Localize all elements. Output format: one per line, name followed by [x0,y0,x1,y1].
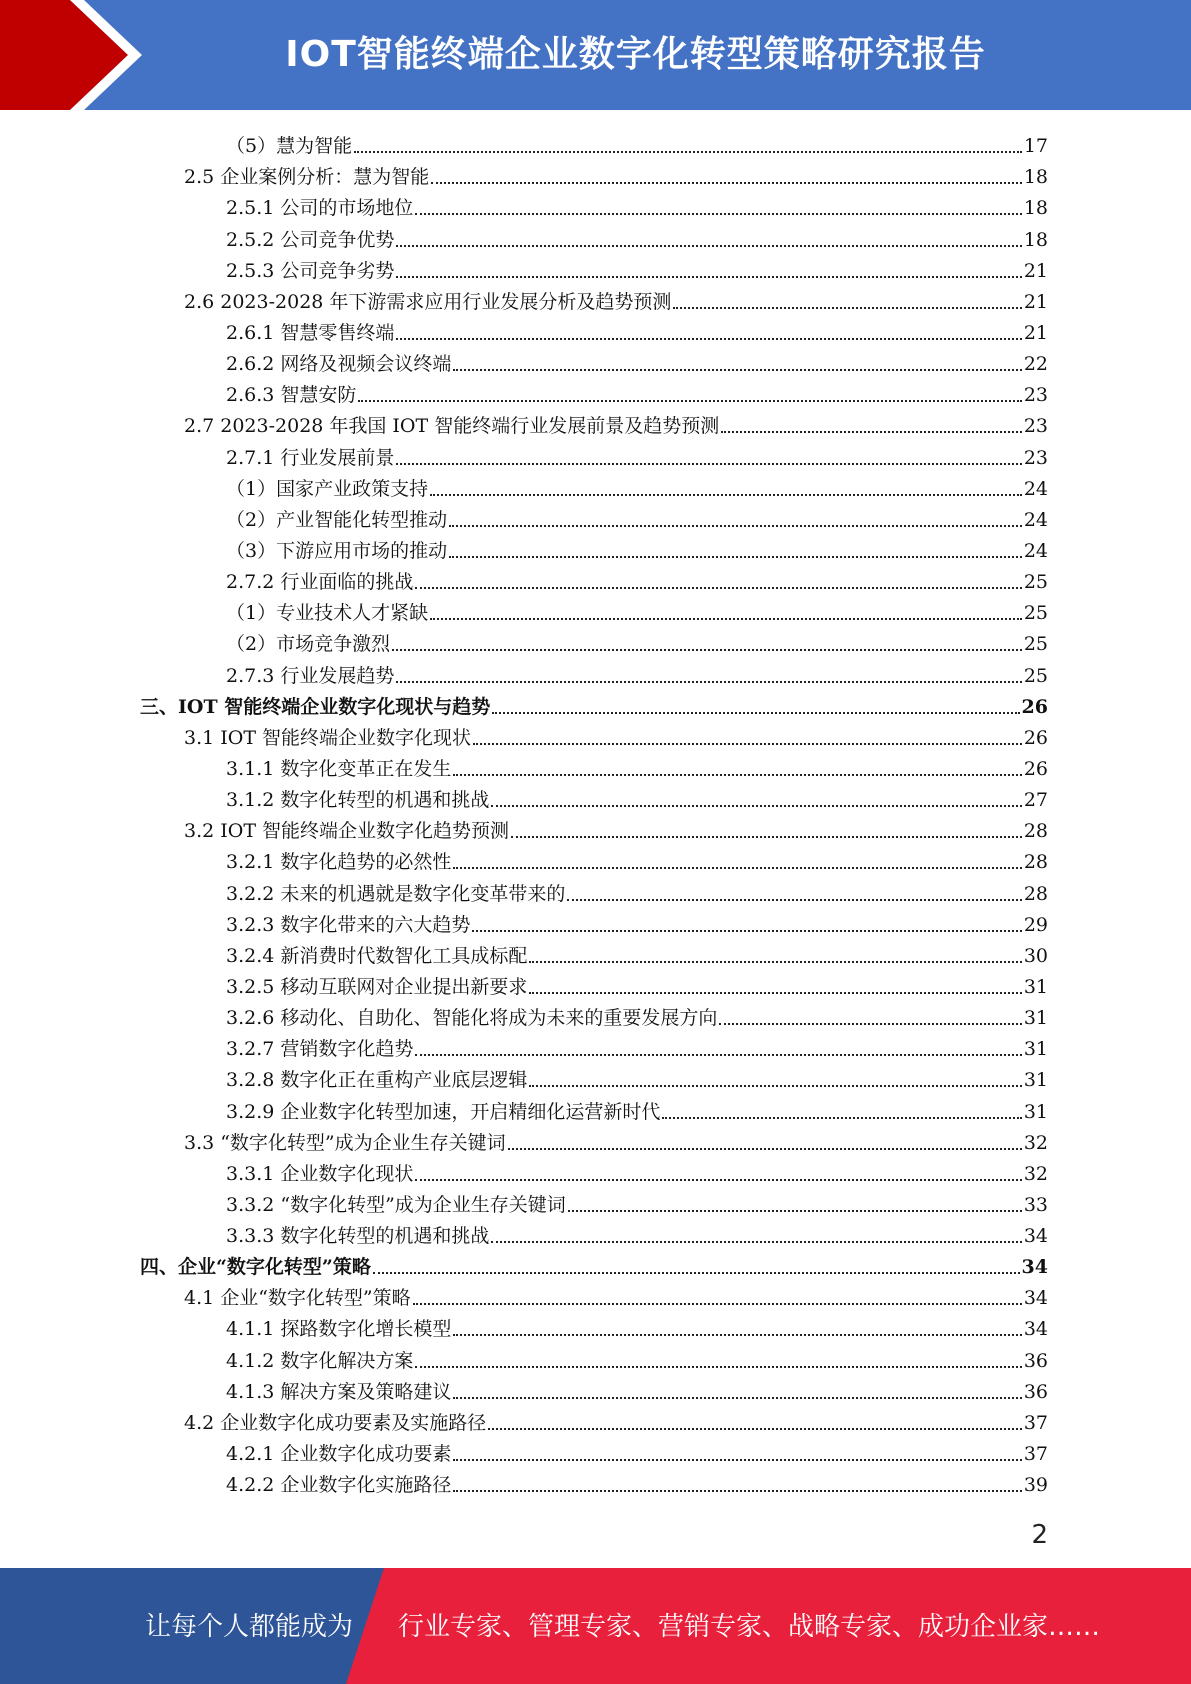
toc-dot-leader [472,930,1021,932]
toc-entry[interactable] [140,533,1048,564]
toc-dot-leader [396,276,1021,278]
toc-dot-leader [354,151,1022,153]
toc-dot-leader [453,1397,1021,1399]
toc-entry[interactable] [140,471,1048,502]
toc-entry-number: 2.6 2023-2028 [184,290,324,313]
toc-dot-leader [415,1179,1021,1181]
toc-entry-page: 31 [1023,1007,1048,1030]
toc-entry[interactable] [140,1031,1048,1062]
toc-entry-title: （1）专业技术人才紧缺 [226,602,429,625]
toc-entry[interactable] [140,221,1048,252]
toc-entry-number: 3.3 [184,1131,215,1154]
toc-entry-number: 3.1.2 [226,789,275,812]
toc-entry-title: 公司的市场地位 [280,197,414,220]
toc-entry-title: 年下游需求应用行业发展分析及趋势预测 [329,290,672,313]
toc-entry-number: 3.2 IOT [184,820,257,843]
toc-entry-number: 2.6.2 [226,353,275,376]
toc-entry-title: 移动互联网对企业提出新要求 [280,975,528,998]
toc-dot-leader [373,1272,1020,1274]
toc-dot-leader [453,1334,1021,1336]
toc-dot-leader [358,400,1021,402]
toc-entry[interactable] [140,907,1048,938]
toc-entry-title: “数字化转型”成为企业生存关键词 [280,1193,566,1216]
toc-entry-title: （1）国家产业政策支持 [226,477,429,500]
toc-entry[interactable] [140,1467,1048,1498]
toc-dot-leader [453,369,1021,371]
toc-entry-title: 公司竞争劣势 [280,259,395,282]
toc-entry-title: 企业数字化转型加速，开启精细化运营新时代 [280,1100,661,1123]
toc-entry-page: 28 [1023,851,1048,874]
toc-entry-page: 31 [1023,1038,1048,1061]
toc-entry-number: 3.2.8 [226,1069,275,1092]
toc-entry-title: 网络及视频会议终端 [280,353,452,376]
toc-dot-leader [413,1303,1022,1305]
toc-entry-number: 4.1 [184,1287,215,1310]
toc-entry[interactable] [140,1436,1048,1467]
toc-entry[interactable] [140,1249,1048,1280]
toc-entry[interactable] [140,969,1048,1000]
toc-entry-number: 2.6.3 [226,384,275,407]
toc-entry-page: 28 [1023,882,1048,905]
toc-dot-leader [415,587,1021,589]
toc-entry-page: 21 [1023,259,1048,282]
toc-entry-number: 3.2.2 [226,882,275,905]
toc-entry[interactable] [140,1405,1048,1436]
toc-entry-number: 3.3.1 [226,1162,275,1185]
toc-entry[interactable] [140,1062,1048,1093]
report-title: IOT智能终端企业数字化转型策略研究报告 [285,34,986,75]
toc-entry-title: 年我国 IOT 智能终端行业发展前景及趋势预测 [329,415,720,438]
toc-entry[interactable] [140,1125,1048,1156]
toc-dot-leader [673,307,1021,309]
toc-entry-title: 数字化转型的机遇和挑战 [280,1225,490,1248]
toc-entry-title: 企业数字化现状 [280,1162,414,1185]
toc-dot-leader [453,1459,1021,1461]
toc-entry-page: 18 [1023,197,1048,220]
toc-entry[interactable] [140,253,1048,284]
toc-entry-number: 3.2.1 [226,851,275,874]
toc-entry-title: 四、企业“数字化转型”策略 [140,1256,371,1279]
toc-entry-number: 4.2.1 [226,1443,275,1466]
toc-dot-leader [568,1210,1022,1212]
toc-dot-leader [449,556,1022,558]
toc-entry-title: （3）下游应用市场的推动 [226,539,448,562]
toc-entry-number: 3.2.5 [226,975,275,998]
toc-entry-title: 三、IOT 智能终端企业数字化现状与趋势 [140,695,491,718]
toc-entry-title: 企业数字化成功要素 [280,1443,452,1466]
toc-entry-number: 2.7 2023-2028 [184,415,324,438]
toc-dot-leader [453,1490,1021,1492]
toc-entry-number: 3.3.3 [226,1225,275,1248]
toc-entry[interactable] [140,159,1048,190]
toc-entry-title: 智能终端企业数字化现状 [262,726,472,749]
toc-dot-leader [453,774,1021,776]
toc-entry-page: 28 [1023,820,1048,843]
table-of-contents [140,128,1048,1498]
toc-entry-page: 34 [1023,1225,1048,1248]
toc-entry-title: 企业数字化实施路径 [280,1474,452,1497]
toc-entry[interactable] [140,844,1048,875]
toc-entry-title: （5）慧为智能 [226,135,353,158]
toc-entry-number: 2.7.3 [226,664,275,687]
toc-dot-leader [508,1148,1022,1150]
toc-entry-title: 数字化趋势的必然性 [280,851,452,874]
toc-entry-number: 3.3.2 [226,1193,275,1216]
toc-dot-leader [396,338,1021,340]
toc-entry-page: 37 [1023,1411,1048,1434]
toc-entry-number: 3.2.9 [226,1100,275,1123]
toc-entry-page: 25 [1023,602,1048,625]
toc-entry-title: 行业发展前景 [280,446,395,469]
toc-dot-leader [491,805,1021,807]
toc-entry-number: 3.2.4 [226,944,275,967]
toc-entry-page: 39 [1023,1474,1048,1497]
toc-entry-page: 32 [1023,1162,1048,1185]
toc-entry-number: 4.1.3 [226,1380,275,1403]
toc-entry-page: 34 [1021,1256,1048,1279]
toc-entry-page: 26 [1021,695,1048,718]
toc-entry[interactable] [140,626,1048,657]
toc-entry-number: 4.2 [184,1411,215,1434]
toc-dot-leader [396,681,1021,683]
toc-entry[interactable] [140,346,1048,377]
toc-entry-title: 营销数字化趋势 [280,1038,414,1061]
toc-entry-page: 23 [1023,446,1048,469]
header-arrow-decoration [0,0,150,110]
toc-entry-page: 21 [1023,290,1048,313]
toc-dot-leader [492,712,1019,714]
toc-entry-title: 未来的机遇就是数字化变革带来的 [280,882,566,905]
toc-entry-title: 行业发展趋势 [280,664,395,687]
toc-entry-title: 智慧零售终端 [280,321,395,344]
toc-dot-leader [529,1085,1021,1087]
toc-entry-number: 3.1 IOT [184,726,257,749]
toc-entry[interactable] [140,1093,1048,1124]
toc-entry-page: 36 [1023,1349,1048,1372]
toc-entry[interactable] [140,408,1048,439]
toc-entry[interactable] [140,284,1048,315]
toc-entry-page: 30 [1023,944,1048,967]
toc-entry-title: 公司竞争优势 [280,228,395,251]
toc-entry-title: 企业案例分析：慧为智能 [220,166,430,189]
toc-dot-leader [529,961,1021,963]
toc-entry[interactable] [140,595,1048,626]
toc-dot-leader [529,992,1021,994]
toc-entry-title: 行业面临的挑战 [280,571,414,594]
toc-dot-leader [662,1117,1021,1119]
toc-entry-page: 21 [1023,321,1048,344]
toc-entry[interactable] [140,1156,1048,1187]
toc-entry[interactable] [140,1218,1048,1249]
toc-entry-title: 数字化正在重构产业底层逻辑 [280,1069,528,1092]
toc-entry-page: 24 [1023,539,1048,562]
toc-entry[interactable] [140,689,1048,720]
toc-dot-leader [430,494,1022,496]
toc-entry-title: 探路数字化增长模型 [280,1318,452,1341]
toc-entry-number: 2.7.1 [226,446,275,469]
toc-entry[interactable] [140,564,1048,595]
toc-entry-page: 23 [1023,384,1048,407]
toc-entry[interactable] [140,128,1048,159]
toc-entry-number: 2.5.1 [226,197,275,220]
toc-entry-page: 26 [1023,726,1048,749]
toc-dot-leader [567,899,1021,901]
toc-entry[interactable] [140,813,1048,844]
toc-entry[interactable] [140,315,1048,346]
toc-entry-number: 4.2.2 [226,1474,275,1497]
toc-entry-number: 4.1.2 [226,1349,275,1372]
toc-entry-title: 数字化解决方案 [280,1349,414,1372]
page-number: 2 [1031,1520,1048,1550]
toc-dot-leader [719,1023,1021,1025]
toc-entry[interactable] [140,1342,1048,1373]
toc-dot-leader [473,743,1022,745]
page-header [0,0,1191,110]
toc-entry-number: 3.1.1 [226,757,275,780]
toc-entry-page: 17 [1023,135,1048,158]
toc-entry-title: 数字化转型的机遇和挑战 [280,789,490,812]
toc-entry-title: 新消费时代数智化工具成标配 [280,944,528,967]
toc-entry-number: 2.7.2 [226,571,275,594]
toc-dot-leader [449,525,1022,527]
toc-entry-page: 25 [1023,571,1048,594]
toc-entry-page: 25 [1023,664,1048,687]
toc-dot-leader [415,1366,1021,1368]
toc-entry[interactable] [140,1374,1048,1405]
toc-entry[interactable] [140,938,1048,969]
footer-slogan-left: 让每个人都能成为 [145,1612,354,1642]
toc-entry-number: 2.6.1 [226,321,275,344]
toc-entry-page: 31 [1023,1069,1048,1092]
toc-entry[interactable] [140,720,1048,751]
toc-dot-leader [415,213,1021,215]
toc-entry-page: 25 [1023,633,1048,656]
toc-dot-leader [721,431,1022,433]
toc-entry-page: 29 [1023,913,1048,936]
toc-entry[interactable] [140,1280,1048,1311]
toc-entry-title: 数字化带来的六大趋势 [280,913,471,936]
toc-entry-number: 3.2.6 [226,1007,275,1030]
toc-entry-page: 36 [1023,1380,1048,1403]
toc-entry-title: 企业“数字化转型”策略 [220,1287,411,1310]
toc-entry[interactable] [140,1000,1048,1031]
toc-entry-page: 18 [1023,166,1048,189]
toc-entry-page: 34 [1023,1287,1048,1310]
toc-dot-leader [392,649,1022,651]
toc-entry-page: 23 [1023,415,1048,438]
toc-entry[interactable] [140,657,1048,688]
toc-entry[interactable] [140,751,1048,782]
toc-entry[interactable] [140,190,1048,221]
toc-entry-page: 24 [1023,477,1048,500]
toc-entry-page: 27 [1023,789,1048,812]
toc-entry-page: 33 [1023,1193,1048,1216]
toc-dot-leader [396,245,1021,247]
toc-entry-page: 24 [1023,508,1048,531]
toc-entry-title: 解决方案及策略建议 [280,1380,452,1403]
toc-entry-page: 31 [1023,975,1048,998]
toc-entry[interactable] [140,502,1048,533]
toc-entry-number: 2.5.2 [226,228,275,251]
toc-entry-title: （2）市场竞争激烈 [226,633,391,656]
toc-entry-page: 22 [1023,353,1048,376]
toc-entry-number: 2.5.3 [226,259,275,282]
toc-dot-leader [511,836,1022,838]
toc-dot-leader [488,1428,1022,1430]
toc-entry-page: 32 [1023,1131,1048,1154]
toc-entry-title: 智能终端企业数字化趋势预测 [262,820,510,843]
toc-entry[interactable] [140,377,1048,408]
toc-entry-title: 移动化、自助化、智能化将成为未来的重要发展方向 [280,1007,718,1030]
toc-entry-number: 3.2.3 [226,913,275,936]
toc-entry[interactable] [140,875,1048,906]
toc-dot-leader [415,1054,1021,1056]
toc-entry-title: 智慧安防 [280,384,357,407]
toc-dot-leader [430,618,1022,620]
toc-dot-leader [396,463,1021,465]
toc-entry-number: 2.5 [184,166,215,189]
toc-entry-page: 31 [1023,1100,1048,1123]
toc-entry-title: 数字化变革正在发生 [280,757,452,780]
toc-entry-title: 企业数字化成功要素及实施路径 [220,1411,487,1434]
toc-dot-leader [453,867,1021,869]
toc-entry[interactable] [140,439,1048,470]
toc-dot-leader [431,182,1022,184]
footer-slogan-right: 行业专家、管理专家、营销专家、战略专家、成功企业家…… [398,1612,1101,1642]
toc-entry-page: 26 [1023,757,1048,780]
toc-entry[interactable] [140,782,1048,813]
toc-entry-page: 34 [1023,1318,1048,1341]
toc-entry-page: 18 [1023,228,1048,251]
toc-entry[interactable] [140,1311,1048,1342]
toc-entry[interactable] [140,1187,1048,1218]
toc-entry-number: 3.2.7 [226,1038,275,1061]
page-footer [0,1568,1191,1684]
toc-entry-number: 4.1.1 [226,1318,275,1341]
toc-entry-title: （2）产业智能化转型推动 [226,508,448,531]
toc-dot-leader [491,1241,1021,1243]
toc-entry-title: “数字化转型”成为企业生存关键词 [220,1131,506,1154]
toc-entry-page: 37 [1023,1443,1048,1466]
